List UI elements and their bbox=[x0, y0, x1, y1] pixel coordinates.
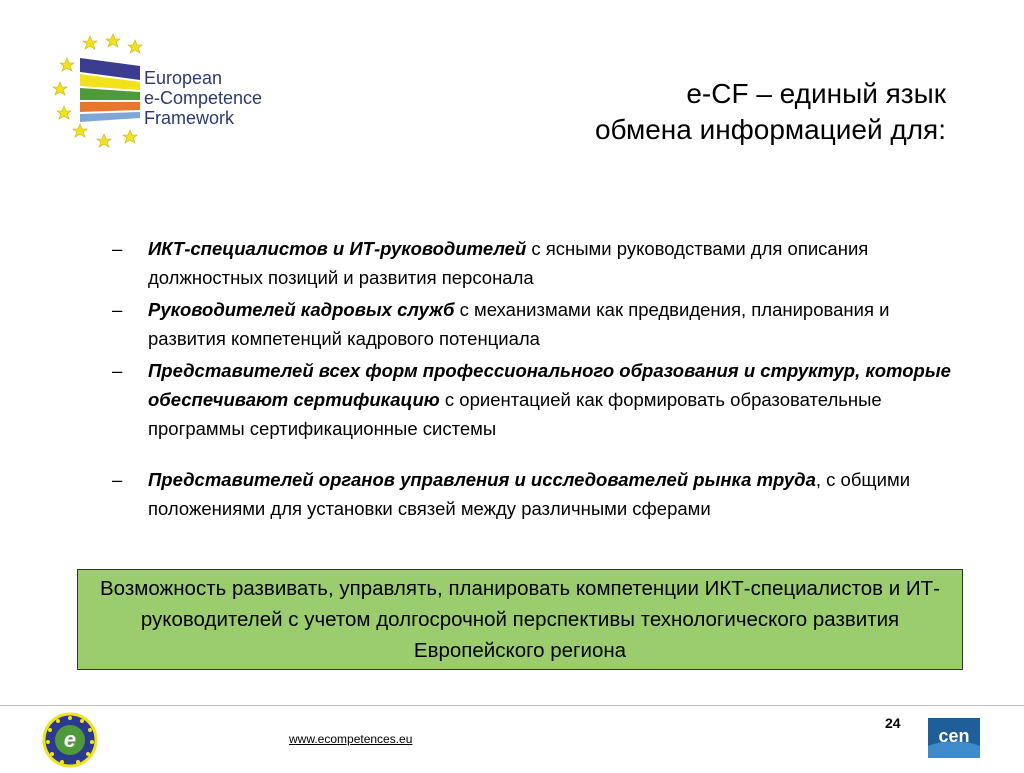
page-number: 24 bbox=[885, 715, 901, 731]
title-line-1: e-CF – единый язык bbox=[686, 78, 946, 109]
bullet-dash: – bbox=[112, 469, 123, 490]
list-item bbox=[112, 465, 962, 523]
star-icon bbox=[123, 130, 137, 143]
slide-title bbox=[595, 76, 946, 148]
ecf-logo bbox=[40, 28, 290, 158]
list-item bbox=[112, 356, 962, 443]
star-icon bbox=[53, 82, 67, 95]
ecf-logo-text bbox=[144, 68, 262, 128]
callout-box: Возможность развивать, управлять, планировать компетенции ИКТ-специалистов и ИТ-руководителей с учетом долгосрочной перспективы технологического развития Европейского региона bbox=[77, 569, 963, 670]
bullet-emphasis: Руководителей кадровых служб bbox=[148, 299, 455, 320]
cen-logo bbox=[926, 716, 982, 760]
logo-line-3: Framework bbox=[144, 108, 235, 128]
star-icon bbox=[97, 134, 111, 147]
star-icon bbox=[57, 106, 71, 119]
title-line-2: обмена информацией для: bbox=[594, 114, 946, 145]
logo-line-1: European bbox=[144, 68, 223, 88]
star-icon bbox=[60, 58, 74, 71]
logo-line-2: e-Competence bbox=[144, 88, 263, 108]
bullet-dash: – bbox=[112, 299, 123, 320]
bullet-text: с ясными руководствами для описания должностных позиций и развития персонала bbox=[148, 238, 869, 288]
bullet-emphasis: ИКТ-специалистов и ИТ-руководителей bbox=[148, 238, 527, 259]
star-icon bbox=[106, 34, 120, 47]
e-logo-icon bbox=[40, 712, 100, 768]
bullet-emphasis: Представителей всех форм профессионального образования и структур, которые обеспечивают сертификацию bbox=[148, 360, 951, 410]
e-letter: e bbox=[63, 727, 77, 752]
bullet-list bbox=[112, 234, 962, 526]
list-item bbox=[112, 234, 962, 292]
cen-label: cen bbox=[938, 726, 970, 746]
ecompetences-logo bbox=[40, 712, 100, 768]
star-icon bbox=[83, 36, 97, 49]
website-link[interactable]: www.ecompetences.eu bbox=[289, 732, 413, 746]
cen-logo-icon bbox=[926, 716, 982, 760]
list-item bbox=[112, 295, 962, 353]
bullet-text: с ориентацией как формировать образовательные программы сертификационные системы bbox=[148, 389, 882, 439]
star-icon bbox=[128, 40, 142, 53]
bullet-text: с механизмами как предвидения, планирования и развития компетенций кадрового потенциала bbox=[148, 299, 890, 349]
bullet-dash: – bbox=[112, 238, 123, 259]
bullet-text: , с общими положениями для установки связей между различными сферами bbox=[148, 469, 911, 519]
star-icon bbox=[73, 124, 87, 137]
bullet-dash: – bbox=[112, 360, 123, 381]
footer-divider bbox=[0, 705, 1024, 706]
bullet-emphasis: Представителей органов управления и исследователей рынка труда bbox=[148, 469, 816, 490]
